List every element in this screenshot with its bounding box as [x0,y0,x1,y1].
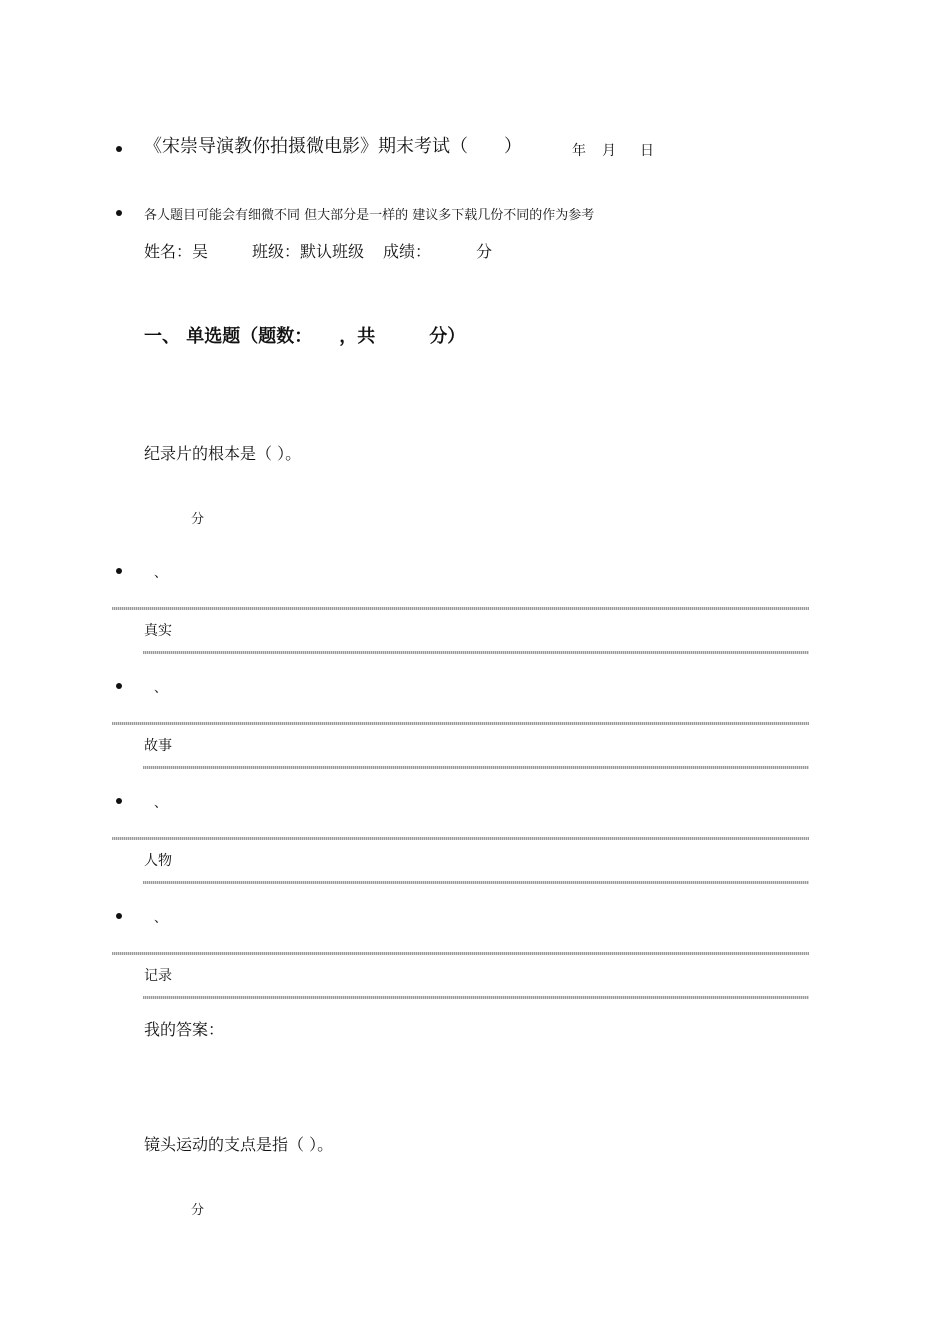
divider [112,722,809,725]
date-month: 月 [602,143,616,159]
section-heading: 一、 单选题（题数： ，共 分） [144,326,466,347]
question-text: 纪录片的根本是（ ）。 [144,444,302,463]
divider [112,952,809,955]
date-day: 日 [640,143,654,159]
option-text[interactable]: 记录 [144,968,172,984]
exam-title: 《宋崇导演教你拍摄微电影》期末考试（ ） [144,136,522,157]
option-mark: 、 [154,796,168,811]
question-score: 分 [191,1203,205,1218]
divider [143,881,809,884]
bullet [116,210,122,216]
bullet [116,913,122,919]
date-year: 年 [572,143,586,159]
student-score-unit: 分 [476,242,493,261]
divider [143,651,809,654]
divider [143,996,809,999]
divider [112,607,809,610]
bullet [116,798,122,804]
student-class: 班级：默认班级 [252,242,365,261]
exam-note: 各人题目可能会有细微不同 但大部分是一样的 建议多下载几份不同的作为参考 [144,208,595,223]
bullet [116,146,122,152]
student-score-label: 成绩： [383,242,432,261]
option-text[interactable]: 真实 [144,623,172,639]
student-name: 姓名：吴 [144,242,209,261]
option-text[interactable]: 故事 [144,738,172,754]
bullet [116,568,122,574]
question-text: 镜头运动的支点是指（ ）。 [144,1135,334,1154]
option-text[interactable]: 人物 [144,853,172,869]
divider [143,766,809,769]
option-mark: 、 [154,911,168,926]
divider [112,837,809,840]
option-mark: 、 [154,681,168,696]
question-score: 分 [191,512,205,527]
option-mark: 、 [154,566,168,581]
my-answer-label: 我的答案： [144,1020,225,1039]
bullet [116,683,122,689]
